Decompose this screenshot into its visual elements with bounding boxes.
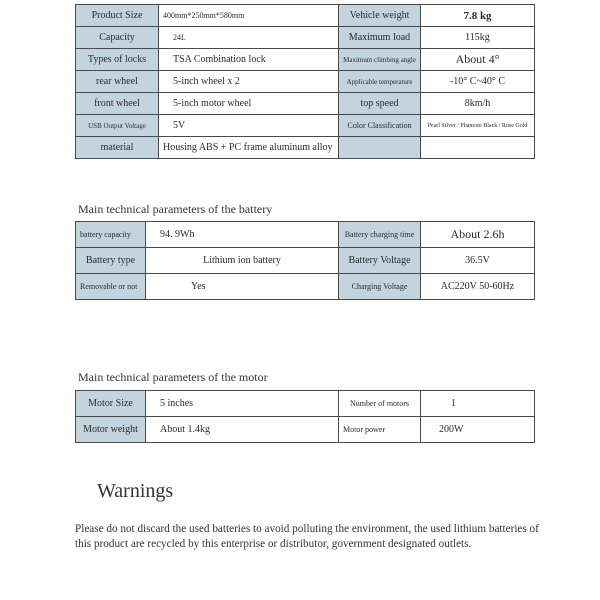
table-row bbox=[76, 93, 535, 115]
table-row bbox=[76, 222, 535, 248]
spec-label: Maximum climbing angle bbox=[339, 49, 421, 71]
spec-label: Removable or not bbox=[76, 274, 146, 300]
table-row bbox=[76, 274, 535, 300]
spec-value: 5V bbox=[159, 115, 339, 137]
table-row bbox=[76, 71, 535, 93]
table-row bbox=[76, 5, 535, 27]
motor-heading: Main technical parameters of the motor bbox=[78, 370, 268, 384]
spec-value: AC220V 50-60Hz bbox=[421, 274, 535, 300]
vehicle-spec-table bbox=[75, 4, 535, 159]
table-row bbox=[76, 49, 535, 71]
table-row bbox=[76, 391, 535, 417]
table-row bbox=[76, 137, 535, 159]
weight-value: 7.8 kg bbox=[463, 9, 492, 22]
spec-label: Battery Voltage bbox=[339, 248, 421, 274]
spec-value bbox=[421, 5, 535, 27]
spec-label: Capacity bbox=[76, 27, 159, 49]
table-row bbox=[76, 27, 535, 49]
spec-value: 400mm*250mm*580mm bbox=[159, 5, 339, 27]
spec-label: Vehicle weight bbox=[339, 5, 421, 27]
battery-spec-table bbox=[75, 221, 535, 300]
warnings-text: Please do not discard the used batteries to avoid polluting the environment, the used lithium batteries of this product are recycled by this enterprise or distributor, government designated outlets. bbox=[75, 523, 539, 550]
spec-label: Applicable temperature bbox=[339, 71, 421, 93]
spec-value: 5-inch motor wheel bbox=[159, 93, 339, 115]
table-row bbox=[76, 417, 535, 443]
spec-label: Motor weight bbox=[76, 417, 146, 443]
spec-label: Types of locks bbox=[76, 49, 159, 71]
motor-spec-table bbox=[75, 390, 535, 443]
spec-label: rear wheel bbox=[76, 71, 159, 93]
spec-value: 24L bbox=[159, 27, 339, 49]
spec-value: 1 bbox=[421, 391, 535, 417]
spec-value: TSA Combination lock bbox=[159, 49, 339, 71]
spec-label: Battery charging time bbox=[339, 222, 421, 248]
spec-value: 5-inch wheel x 2 bbox=[159, 71, 339, 93]
table-row bbox=[76, 115, 535, 137]
spec-value: 94. 9Wh bbox=[146, 222, 339, 248]
spec-value: Yes bbox=[146, 274, 339, 300]
warnings-title: Warnings bbox=[97, 480, 174, 502]
spec-label: Maximum load bbox=[339, 27, 421, 49]
table-row bbox=[76, 248, 535, 274]
spec-label bbox=[339, 137, 421, 159]
spec-value: About 2.6h bbox=[421, 222, 535, 248]
spec-value: About 1.4kg bbox=[146, 417, 339, 443]
spec-label: Charging Voltage bbox=[339, 274, 421, 300]
spec-value: -10° C~40° C bbox=[421, 71, 535, 93]
spec-value: 36.5V bbox=[421, 248, 535, 274]
spec-label: top speed bbox=[339, 93, 421, 115]
spec-value: Pearl Silver / Phantom Black / Rose Gold bbox=[421, 115, 535, 137]
spec-value bbox=[421, 137, 535, 159]
spec-label: Motor power bbox=[339, 417, 421, 443]
spec-label: Color Classification bbox=[339, 115, 421, 137]
spec-label: front wheel bbox=[76, 93, 159, 115]
spec-label: Battery type bbox=[76, 248, 146, 274]
spec-label: material bbox=[76, 137, 159, 159]
spec-value: Lithium ion battery bbox=[146, 248, 339, 274]
battery-heading: Main technical parameters of the battery bbox=[78, 202, 273, 216]
spec-value: Housing ABS + PC frame aluminum alloy bbox=[159, 137, 339, 159]
spec-label: USB Output Voltage bbox=[76, 115, 159, 137]
spec-value: About 4° bbox=[421, 49, 535, 71]
spec-label: Product Size bbox=[76, 5, 159, 27]
spec-label: Motor Size bbox=[76, 391, 146, 417]
spec-value: 8km/h bbox=[421, 93, 535, 115]
spec-value: 115kg bbox=[421, 27, 535, 49]
spec-value: 5 inches bbox=[146, 391, 339, 417]
spec-value: 200W bbox=[421, 417, 535, 443]
spec-label: Number of motors bbox=[339, 391, 421, 417]
spec-label: battery capacity bbox=[76, 222, 146, 248]
